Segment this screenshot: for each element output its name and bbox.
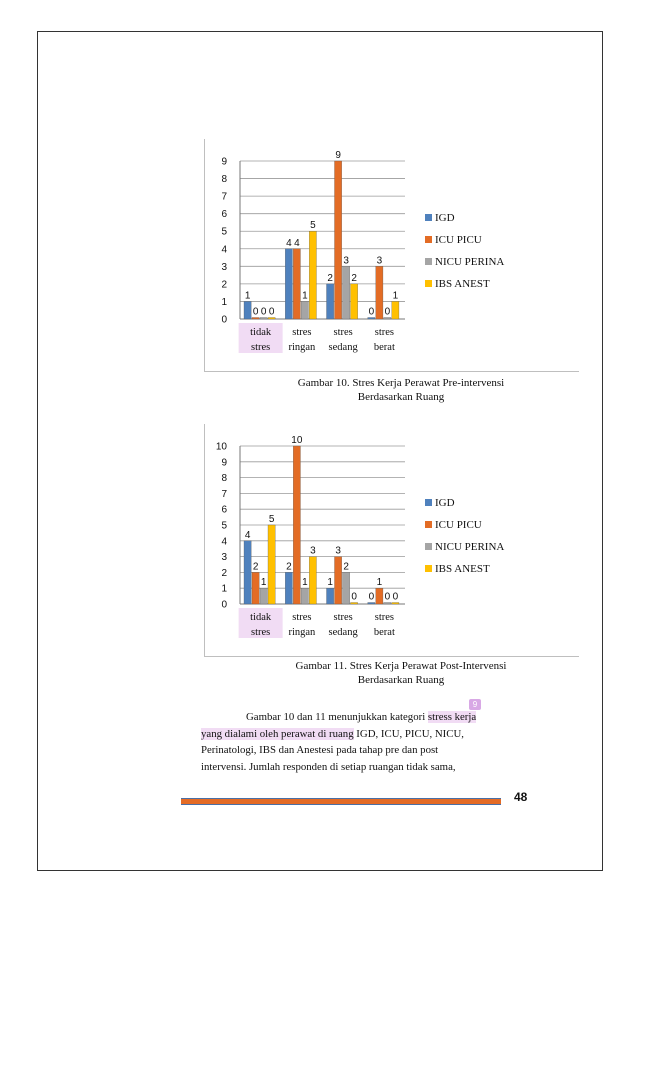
para-line1-highlight: stress kerja (427, 711, 477, 723)
caption-11-line1: Gambar 11. Stres Kerja Perawat Post-Intervensi (295, 660, 507, 672)
bar-ibs-anest-3 (392, 603, 399, 605)
data-label: 9 (335, 150, 341, 161)
data-label: 5 (310, 220, 316, 232)
y-tick-label: 4 (221, 536, 227, 548)
legend-swatch (425, 258, 432, 265)
data-label: 0 (260, 306, 267, 318)
category-label: stres (333, 327, 353, 338)
data-label: 3 (335, 545, 341, 557)
bar-ibs-anest-0 (268, 525, 275, 604)
data-label: 0 (384, 591, 391, 603)
bar-ibs-anest-0 (268, 318, 275, 320)
body-paragraph (201, 700, 569, 775)
legend-label: NICU PERINA (435, 541, 505, 553)
y-tick-label: 5 (221, 226, 227, 238)
bar-igd-3 (368, 603, 375, 605)
bar-igd-2 (327, 588, 334, 604)
bar-icu-picu-0 (252, 572, 259, 604)
legend-label: ICU PICU (435, 234, 482, 246)
data-label: 3 (376, 255, 383, 267)
legend-swatch (425, 280, 432, 287)
bar-icu-picu-1 (293, 446, 300, 604)
data-label: 0 (368, 306, 375, 318)
y-tick-label: 3 (221, 261, 227, 273)
data-label: 1 (244, 290, 251, 302)
chart-post-intervensi (204, 424, 579, 657)
data-label: 0 (268, 306, 275, 318)
data-label: 0 (351, 591, 357, 603)
category-label: stres (333, 612, 353, 623)
y-tick-label: 6 (221, 504, 227, 516)
caption-10-line1: Gambar 10. Stres Kerja Perawat Pre-intervensi (297, 377, 505, 389)
y-tick-label: 0 (221, 599, 227, 611)
bar-icu-picu-2 (335, 557, 342, 604)
category-label: ringan (288, 342, 316, 353)
y-tick-label: 1 (221, 296, 227, 308)
data-label: 4 (244, 529, 251, 541)
legend-label: NICU PERINA (435, 256, 505, 268)
bar-ibs-anest-1 (309, 231, 316, 319)
bar-igd-1 (285, 249, 292, 319)
legend-swatch (425, 543, 432, 550)
legend-label: IBS ANEST (435, 563, 490, 575)
legend-label: IGD (435, 212, 455, 224)
bar-nicu-perina-3 (384, 603, 391, 605)
y-tick-label: 9 (221, 457, 227, 469)
category-label: ringan (288, 627, 316, 638)
y-tick-label: 5 (221, 520, 227, 532)
data-label: 0 (252, 306, 259, 318)
y-tick-label: 1 (221, 583, 227, 595)
y-tick-label: 4 (221, 244, 227, 256)
bar-igd-1 (285, 572, 292, 604)
bar-igd-3 (368, 318, 375, 320)
data-label: 1 (302, 290, 308, 302)
caption-10-line2: Berdasarkan Ruang (357, 391, 445, 403)
data-label: 10 (291, 435, 303, 446)
category-label: stres (292, 612, 312, 623)
bar-nicu-perina-0 (260, 588, 267, 604)
y-tick-label: 3 (221, 552, 227, 564)
category-label: tidak (250, 612, 272, 623)
caption-gambar-11 (118, 659, 650, 687)
para-line2-rest: IGD, ICU, PICU, NICU, (353, 727, 464, 740)
legend-swatch (425, 214, 432, 221)
chart-post-svg (205, 424, 579, 656)
bar-ibs-anest-2 (351, 284, 358, 319)
category-label: stres (251, 627, 271, 638)
footer-bar (181, 798, 501, 805)
data-label: 1 (327, 577, 333, 589)
bar-igd-0 (244, 541, 251, 604)
bar-nicu-perina-2 (343, 266, 350, 319)
bar-nicu-perina-1 (301, 588, 308, 604)
legend-label: ICU PICU (435, 519, 482, 531)
chart-pre-svg (205, 139, 579, 371)
bar-icu-picu-3 (376, 266, 383, 319)
legend-swatch (425, 521, 432, 528)
y-tick-label: 2 (221, 567, 227, 579)
data-label: 1 (260, 577, 267, 589)
category-label: stres (292, 327, 312, 338)
bar-ibs-anest-1 (309, 557, 316, 604)
document-page (37, 31, 603, 871)
y-tick-label: 0 (221, 314, 227, 326)
category-label: stres (374, 612, 394, 623)
category-label: sedang (328, 627, 358, 638)
data-label: 2 (252, 561, 259, 573)
caption-gambar-10 (118, 376, 650, 404)
y-tick-label: 6 (221, 209, 227, 221)
bar-icu-picu-1 (293, 249, 300, 319)
bar-icu-picu-2 (335, 161, 342, 319)
para-line-4: intervensi. Jumlah responden di setiap ruangan tidak sama, (201, 760, 456, 773)
para-line-3: Perinatologi, IBS dan Anestesi pada tahap pre dan post (201, 744, 439, 756)
data-label: 1 (392, 290, 399, 302)
data-label: 3 (343, 255, 349, 267)
y-tick-label: 10 (215, 441, 227, 453)
category-label: sedang (328, 342, 358, 353)
data-label: 2 (327, 272, 333, 284)
legend-label: IBS ANEST (435, 278, 490, 290)
bar-igd-0 (244, 301, 251, 319)
legend-swatch (425, 236, 432, 243)
page-number: 48 (514, 790, 528, 804)
para-line-1 (201, 700, 569, 726)
category-label: berat (373, 342, 395, 353)
para-line-2 (201, 726, 569, 743)
legend-swatch (425, 565, 432, 572)
bar-icu-picu-3 (376, 588, 383, 604)
data-label: 3 (310, 545, 316, 557)
data-label: 4 (286, 237, 292, 249)
bar-nicu-perina-1 (301, 301, 308, 319)
category-label: tidak (250, 327, 272, 338)
data-label: 0 (384, 306, 391, 318)
y-tick-label: 2 (221, 279, 227, 291)
data-label: 5 (268, 514, 275, 525)
y-tick-label: 8 (221, 174, 227, 186)
y-tick-label: 7 (221, 488, 227, 500)
category-label: stres (251, 342, 271, 353)
chart-pre-intervensi (204, 139, 579, 372)
bar-nicu-perina-3 (384, 318, 391, 320)
y-tick-label: 7 (221, 191, 227, 203)
category-label: stres (374, 327, 394, 338)
category-label: berat (373, 627, 395, 638)
bar-igd-2 (327, 284, 334, 319)
data-label: 2 (351, 272, 357, 284)
data-label: 0 (392, 591, 399, 603)
data-label: 1 (302, 577, 308, 589)
bar-nicu-perina-0 (260, 318, 267, 320)
data-label: 0 (368, 591, 375, 603)
caption-11-line2: Berdasarkan Ruang (357, 674, 445, 686)
y-tick-label: 9 (221, 156, 227, 168)
bar-ibs-anest-3 (392, 301, 399, 319)
data-label: 2 (286, 561, 292, 573)
bar-icu-picu-0 (252, 318, 259, 320)
data-label: 1 (376, 577, 383, 589)
legend-swatch (425, 499, 432, 506)
y-tick-label: 8 (221, 473, 227, 485)
comment-note-icon[interactable]: 9 (469, 699, 481, 710)
bar-ibs-anest-2 (351, 603, 358, 605)
bar-nicu-perina-2 (343, 572, 350, 604)
para-line1-plain: Gambar 10 dan 11 menunjukkan kategori (246, 711, 428, 723)
para-line2-highlight: yang dialami oleh perawat di ruang (201, 727, 354, 740)
data-label: 2 (343, 561, 349, 573)
data-label: 4 (294, 237, 300, 249)
legend-label: IGD (435, 497, 455, 509)
